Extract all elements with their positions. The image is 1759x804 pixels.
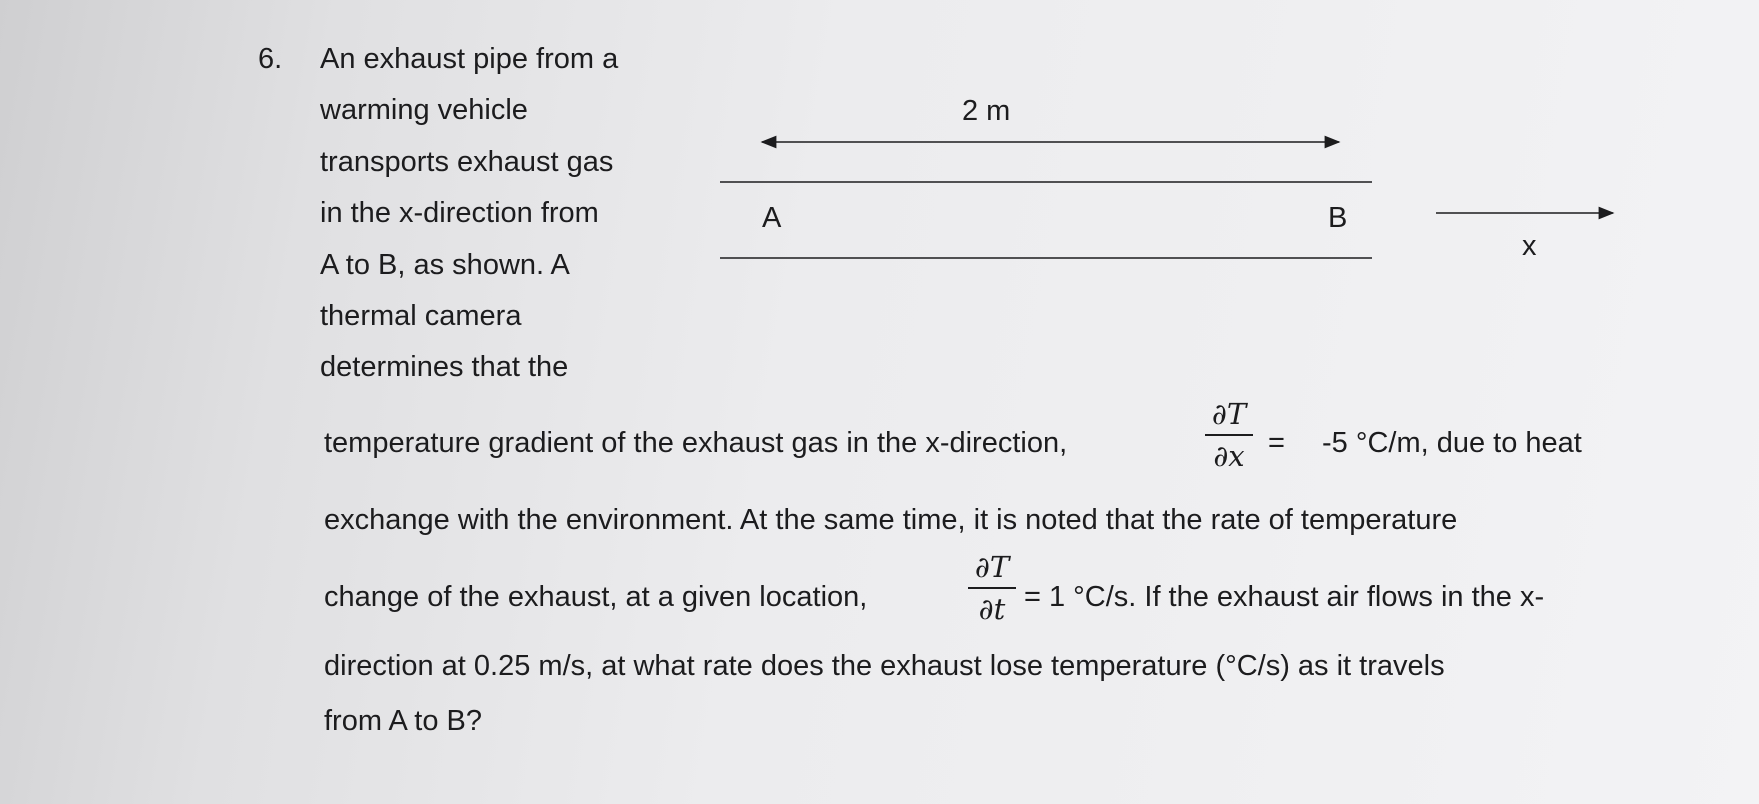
paragraph-line-3-start: change of the exhaust, at a given location,	[324, 581, 868, 613]
paragraph-line-1-end: -5 °C/m, due to heat	[1322, 427, 1582, 459]
fraction-denominator: ∂x	[1213, 439, 1245, 473]
intro-line: determines that the	[320, 351, 569, 383]
point-a-label: A	[762, 202, 782, 234]
intro-line: transports exhaust gas	[320, 146, 614, 178]
question-number: 6.	[258, 43, 283, 75]
dimension-label: 2 m	[962, 95, 1011, 127]
fraction-bar	[1205, 434, 1253, 436]
paragraph-line-4: direction at 0.25 m/s, at what rate does the exhaust lose temperature (°C/s) as it travels	[324, 650, 1445, 682]
paragraph-line-5: from A to B?	[324, 705, 482, 737]
intro-line: A to B, as shown. A	[320, 249, 570, 281]
paragraph-line-1-start: temperature gradient of the exhaust gas in the x-direction,	[324, 427, 1068, 459]
fraction-denominator: ∂t	[978, 592, 1006, 626]
paragraph-line-2: exchange with the environment. At the same time, it is noted that the rate of temperature	[324, 504, 1458, 536]
fraction-numerator: ∂T	[974, 550, 1010, 584]
intro-line: warming vehicle	[320, 94, 528, 126]
fraction-bar	[968, 587, 1016, 589]
x-axis-label: x	[1522, 230, 1537, 262]
point-b-label: B	[1328, 202, 1348, 234]
intro-line: An exhaust pipe from a	[320, 43, 619, 75]
fraction-numerator: ∂T	[1211, 397, 1247, 431]
paragraph-line-3-end: = 1 °C/s. If the exhaust air flows in the x-	[1024, 581, 1545, 613]
equals-sign: =	[1268, 427, 1285, 459]
fraction-dT-dt	[962, 551, 1022, 625]
fraction-dT-dx	[1199, 398, 1259, 472]
intro-line: thermal camera	[320, 300, 522, 332]
intro-line: in the x-direction from	[320, 197, 599, 229]
